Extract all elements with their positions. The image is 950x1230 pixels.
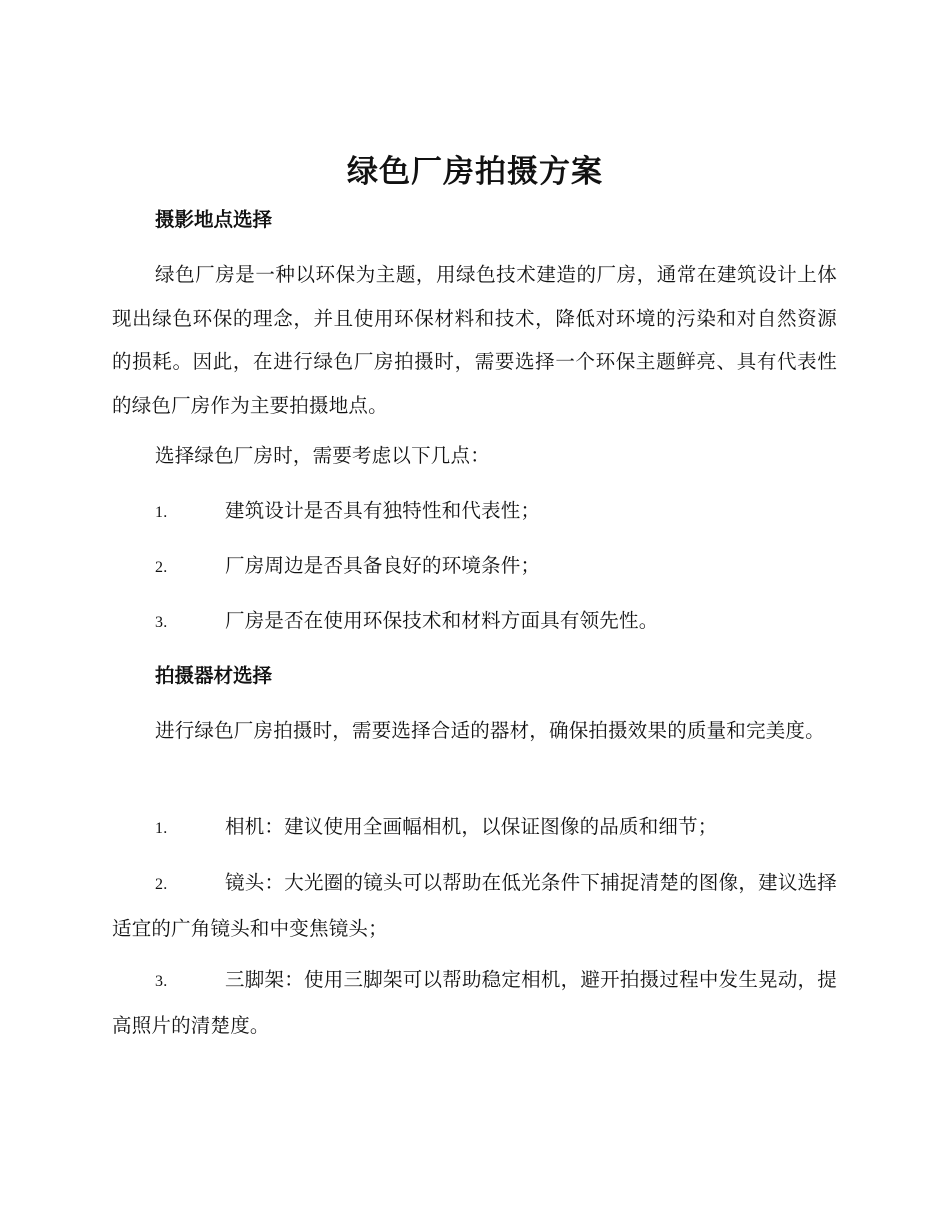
list-number: 2.: [155, 876, 168, 893]
paragraph-considerations: 选择绿色厂房时，需要考虑以下几点：: [155, 444, 490, 467]
list-item: [112, 861, 837, 950]
list-text: 建筑设计是否具有独特性和代表性；: [225, 499, 541, 522]
list-text: 厂房周边是否具备良好的环境条件；: [225, 554, 541, 577]
list-text: 三脚架：使用三脚架可以帮助稳定相机，避开拍摄过程中发生晃动，提高照片的清楚度。: [112, 968, 837, 1037]
list-number: 1.: [155, 820, 168, 837]
list-item: [112, 489, 837, 535]
section-heading-equipment: 拍摄器材选择: [155, 664, 273, 687]
paragraph-location-intro: 绿色厂房是一种以环保为主题，用绿色技术建造的厂房，通常在建筑设计上体现出绿色环保的理念，并且使用环保材料和技术，降低对环境的污染和对自然资源的损耗。因此，在进行绿色厂房拍摄时，需要选择一个环保主题鲜亮、具有代表性的绿色厂房作为主要拍摄地点。: [112, 263, 837, 417]
list-item: [112, 958, 837, 1047]
paragraph-equipment-intro: 进行绿色厂房拍摄时，需要选择合适的器材，确保拍摄效果的质量和完美度。: [155, 719, 825, 742]
document-title: 绿色厂房拍摄方案: [347, 154, 603, 190]
list-number: 1.: [155, 504, 168, 521]
list-text: 相机：建议使用全画幅相机，以保证图像的品质和细节；: [225, 815, 718, 838]
list-text: 厂房是否在使用环保技术和材料方面具有领先性。: [225, 609, 659, 632]
list-item: [112, 805, 837, 851]
list-number: 2.: [155, 559, 168, 576]
section-heading-location: 摄影地点选择: [155, 208, 273, 231]
list-text: 镜头：大光圈的镜头可以帮助在低光条件下捕捉清楚的图像，建议选择适宜的广角镜头和中变焦镜头；: [112, 871, 837, 940]
list-item: [112, 544, 837, 590]
list-item: [112, 599, 837, 645]
list-number: 3.: [155, 973, 168, 990]
list-number: 3.: [155, 614, 168, 631]
